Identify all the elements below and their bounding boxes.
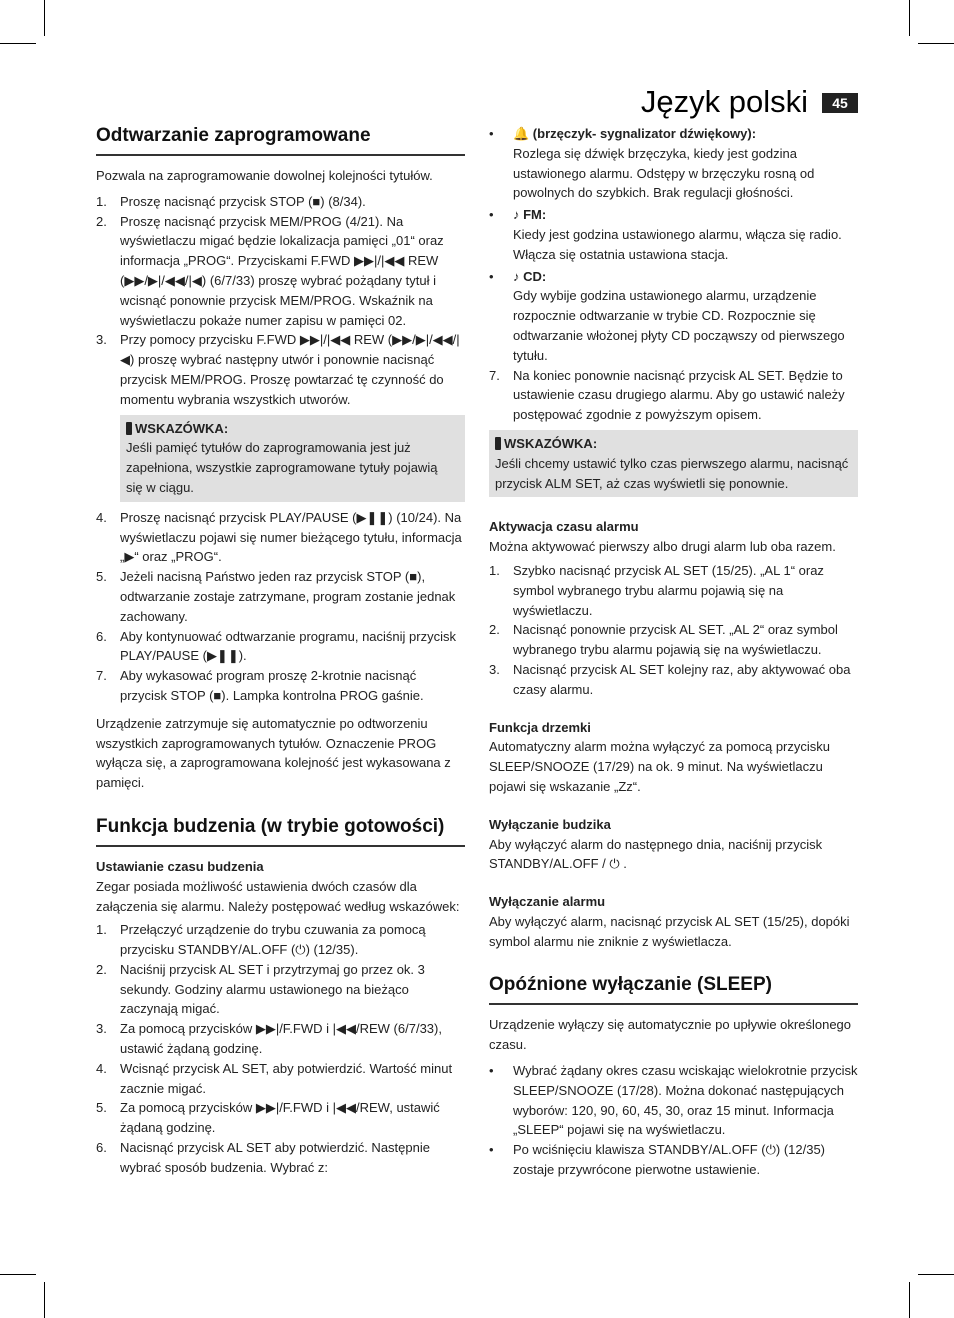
list-item: 5. Jeżeli nacisną Państwo jeden raz przycisk STOP (■), odtwarzanie zostaje zatrzymane, program zostanie jednak zachowany.: [96, 569, 456, 624]
numbered-list: [96, 920, 465, 1177]
list-item: • 🔔 (brzęczyk- sygnalizator dźwiękowy): Rozlega się dźwięk brzęczyka, kiedy jest godzina ustawionego alarmu. Odstępy w brzęczyku rosną od powolnych do szybkich. Brak regulacji głośności.: [489, 126, 815, 201]
list-item: 5. Za pomocą przycisków ▶▶|/F.FWD i |◀◀/REW, ustawić żądaną godzinę.: [96, 1100, 440, 1136]
numbered-list: [96, 192, 465, 410]
list-item: 2. Proszę nacisnąć przycisk MEM/PROG (4/21). Na wyświetlaczu migać będzie lokalizacja pamięci „01“ oraz informacja „PROG“. Przyciskami F.FWD ▶▶|/|◀◀ REW (▶▶/▶|/◀◀/|◀) (6/7/33) proszę wybrać pożądany tytuł i wcisnąć ponownie przycisk MEM/PROG. Wskaźnik na wyświetlaczu pokaże numer zapisu w pamięci 02.: [96, 213, 444, 328]
section-title: Funkcja budzenia (w trybie gotowości): [96, 815, 465, 847]
crop-mark: [44, 1282, 45, 1318]
right-column: [489, 124, 858, 1180]
hint-box: [120, 415, 465, 502]
paragraph: Urządzenie zatrzymuje się automatycznie po odtworzeniu wszystkich zaprogramowanych tytułów. Oznaczenie PROG wyłącza się, a zaprogramowana kolejność jest wykasowana z pamięci.: [96, 715, 451, 791]
subsection-title: Funkcja drzemki: [489, 719, 591, 735]
info-icon: [495, 437, 501, 450]
crop-mark: [44, 0, 45, 36]
list-item: 2. Nacisnąć ponownie przycisk AL SET. „AL 2“ oraz symbol wybranego trybu alarmu pojawią się na wyświetlaczu.: [489, 622, 838, 658]
crop-mark: [918, 1274, 954, 1275]
subsection-title: Wyłączanie budzika: [489, 816, 611, 832]
section-title: Odtwarzanie zaprogramowane: [96, 124, 465, 156]
list-item: 1. Przełączyć urządzenie do trybu czuwania za pomocą przycisku STANDBY/AL.OFF (⏻) (12/35).: [96, 922, 426, 958]
paragraph: Automatyczny alarm można wyłączyć za pomocą przycisku SLEEP/SNOOZE (17/29) na ok. 9 minut. Na wyświetlaczu pojawi się wskazanie „Zz“.: [489, 739, 831, 794]
numbered-list: [489, 366, 858, 425]
info-icon: [126, 422, 132, 435]
subsection-title: Wyłączanie alarmu: [489, 894, 606, 910]
crop-mark: [0, 43, 36, 44]
paragraph: Pozwala na zaprogramowanie dowolnej kolejności tytułów.: [96, 168, 433, 183]
section-title: Opóźnione wyłączanie (SLEEP): [489, 973, 858, 1005]
list-item: 3. Przy pomocy przycisku F.FWD ▶▶|/|◀◀ REW (▶▶/▶|/◀◀/|◀) proszę wybrać następny utwór i ponownie nacisnąć przycisk MEM/PROG. Proszę powtarzać tę czynność do momentu wybrania wszystkich utworów.: [96, 332, 460, 407]
hint-text: Jeśli pamięć tytułów do zaprogramowania jest już zapełniona, wszystkie zaprogramowane tytuły pojawią się w ciągu.: [126, 440, 438, 495]
crop-mark: [909, 0, 910, 36]
left-column: [96, 124, 465, 1178]
page-header-title: Język polski: [640, 84, 808, 119]
bullet-list: [489, 1061, 858, 1180]
list-item: 6. Nacisnąć przycisk AL SET aby potwierdzić. Następnie wybrać sposób budzenia. Wybrać z:: [96, 1140, 430, 1175]
numbered-list: [489, 561, 858, 700]
list-item: 3. Za pomocą przycisków ▶▶|/F.FWD i |◀◀/REW (6/7/33), ustawić żądaną godzinę.: [96, 1021, 442, 1057]
list-item: 1. Proszę nacisnąć przycisk STOP (■) (8/34).: [96, 193, 366, 209]
subsection-title: Ustawianie czasu budzenia: [96, 858, 264, 874]
paragraph: Urządzenie wyłączy się automatycznie po upływie określonego czasu.: [489, 1017, 852, 1053]
list-item: • Wybrać żądany okres czasu wciskając wielokrotnie przycisk SLEEP/SNOOZE (17/28). Można dokonać następujących wyborów: 120, 90, 60, 45, 30, oraz 15 minut. Informacja „SLEEP“ pojawi się na wyświetlaczu.: [489, 1063, 858, 1138]
list-item: • ♪ FM: Kiedy jest godzina ustawionego alarmu, włącza się radio. Włącza się ostatnia ustawiona stacja.: [489, 207, 842, 262]
list-item: 1. Szybko nacisnąć przycisk AL SET (15/25). „AL 1“ oraz symbol wybranego trybu alarmu pojawią się na wyświetlaczu.: [489, 562, 824, 618]
bullet-list: [489, 124, 858, 366]
list-item: 7. Aby wykasować program proszę 2-krotnie nacisnąć przycisk STOP (■). Lampka kontrolna PROG gaśnie.: [96, 668, 424, 703]
list-item: 3. Nacisnąć przycisk AL SET kolejny raz, aby aktywować oba czasy alarmu.: [489, 661, 851, 697]
hint-text: Jeśli chcemy ustawić tylko czas pierwszego alarmu, nacisnąć przycisk ALM SET, aż czas wyświetli się ponownie.: [495, 455, 849, 491]
subsection-title: Aktywacja czasu alarmu: [489, 519, 639, 535]
hint-title: WSKAZÓWKA:: [135, 420, 229, 436]
list-item: 7. Na koniec ponownie nacisnąć przycisk AL SET. Będzie to ustawienie czasu drugiego alarmu. Aby go ustawić należy postępować zgodnie z powyższym opisem.: [489, 367, 845, 423]
paragraph: Zegar posiada możliwość ustawienia dwóch czasów dla załączenia się alarmu. Należy postępować według wskazówek:: [96, 878, 460, 914]
crop-mark: [0, 1274, 36, 1275]
paragraph: Można aktywować pierwszy albo drugi alarm lub oba razem.: [489, 539, 836, 555]
list-item: • ♪ CD: Gdy wybije godzina ustawionego alarmu, urządzenie rozpocznie odtwarzanie w trybie CD. Rozpocznie się odtwarzanie włożonej płyty CD począwszy od pierwszego tytułu.: [489, 268, 845, 363]
list-item: 4. Proszę nacisnąć przycisk PLAY/PAUSE (▶❚❚) (10/24). Na wyświetlaczu pojawi się numer bieżącego tytułu, informacja „▶“ oraz „PROG“.: [96, 509, 462, 565]
list-item: 6. Aby kontynuować odtwarzanie programu, naciśnij przycisk PLAY/PAUSE (▶❚❚).: [96, 628, 456, 664]
crop-mark: [909, 1282, 910, 1318]
paragraph: Aby wyłączyć alarm, nacisnąć przycisk AL SET (15/25), dopóki symbol alarmu nie zniknie z wyświetlacza.: [489, 913, 850, 949]
hint-title: WSKAZÓWKA:: [504, 435, 598, 451]
crop-mark: [918, 43, 954, 44]
hint-box: [489, 430, 858, 497]
list-item: 2. Naciśnij przycisk AL SET i przytrzymaj go przez ok. 3 sekundy. Godziny alarmu ustawionego na bieżąco zaczynają migać.: [96, 961, 425, 1017]
numbered-list: [96, 508, 465, 706]
paragraph: Aby wyłączyć alarm do następnego dnia, naciśnij przycisk STANDBY/AL.OFF / ⏻ .: [489, 836, 823, 872]
page-number: 45: [822, 93, 858, 113]
list-item: • Po wciśnięciu klawisza STANDBY/AL.OFF (⏻) (12/35) zostaje przywrócone pierwotne ustawienie.: [489, 1142, 826, 1178]
list-item: 4. Wcisnąć przycisk AL SET, aby potwierdzić. Wartość minut zacznie migać.: [96, 1060, 453, 1096]
